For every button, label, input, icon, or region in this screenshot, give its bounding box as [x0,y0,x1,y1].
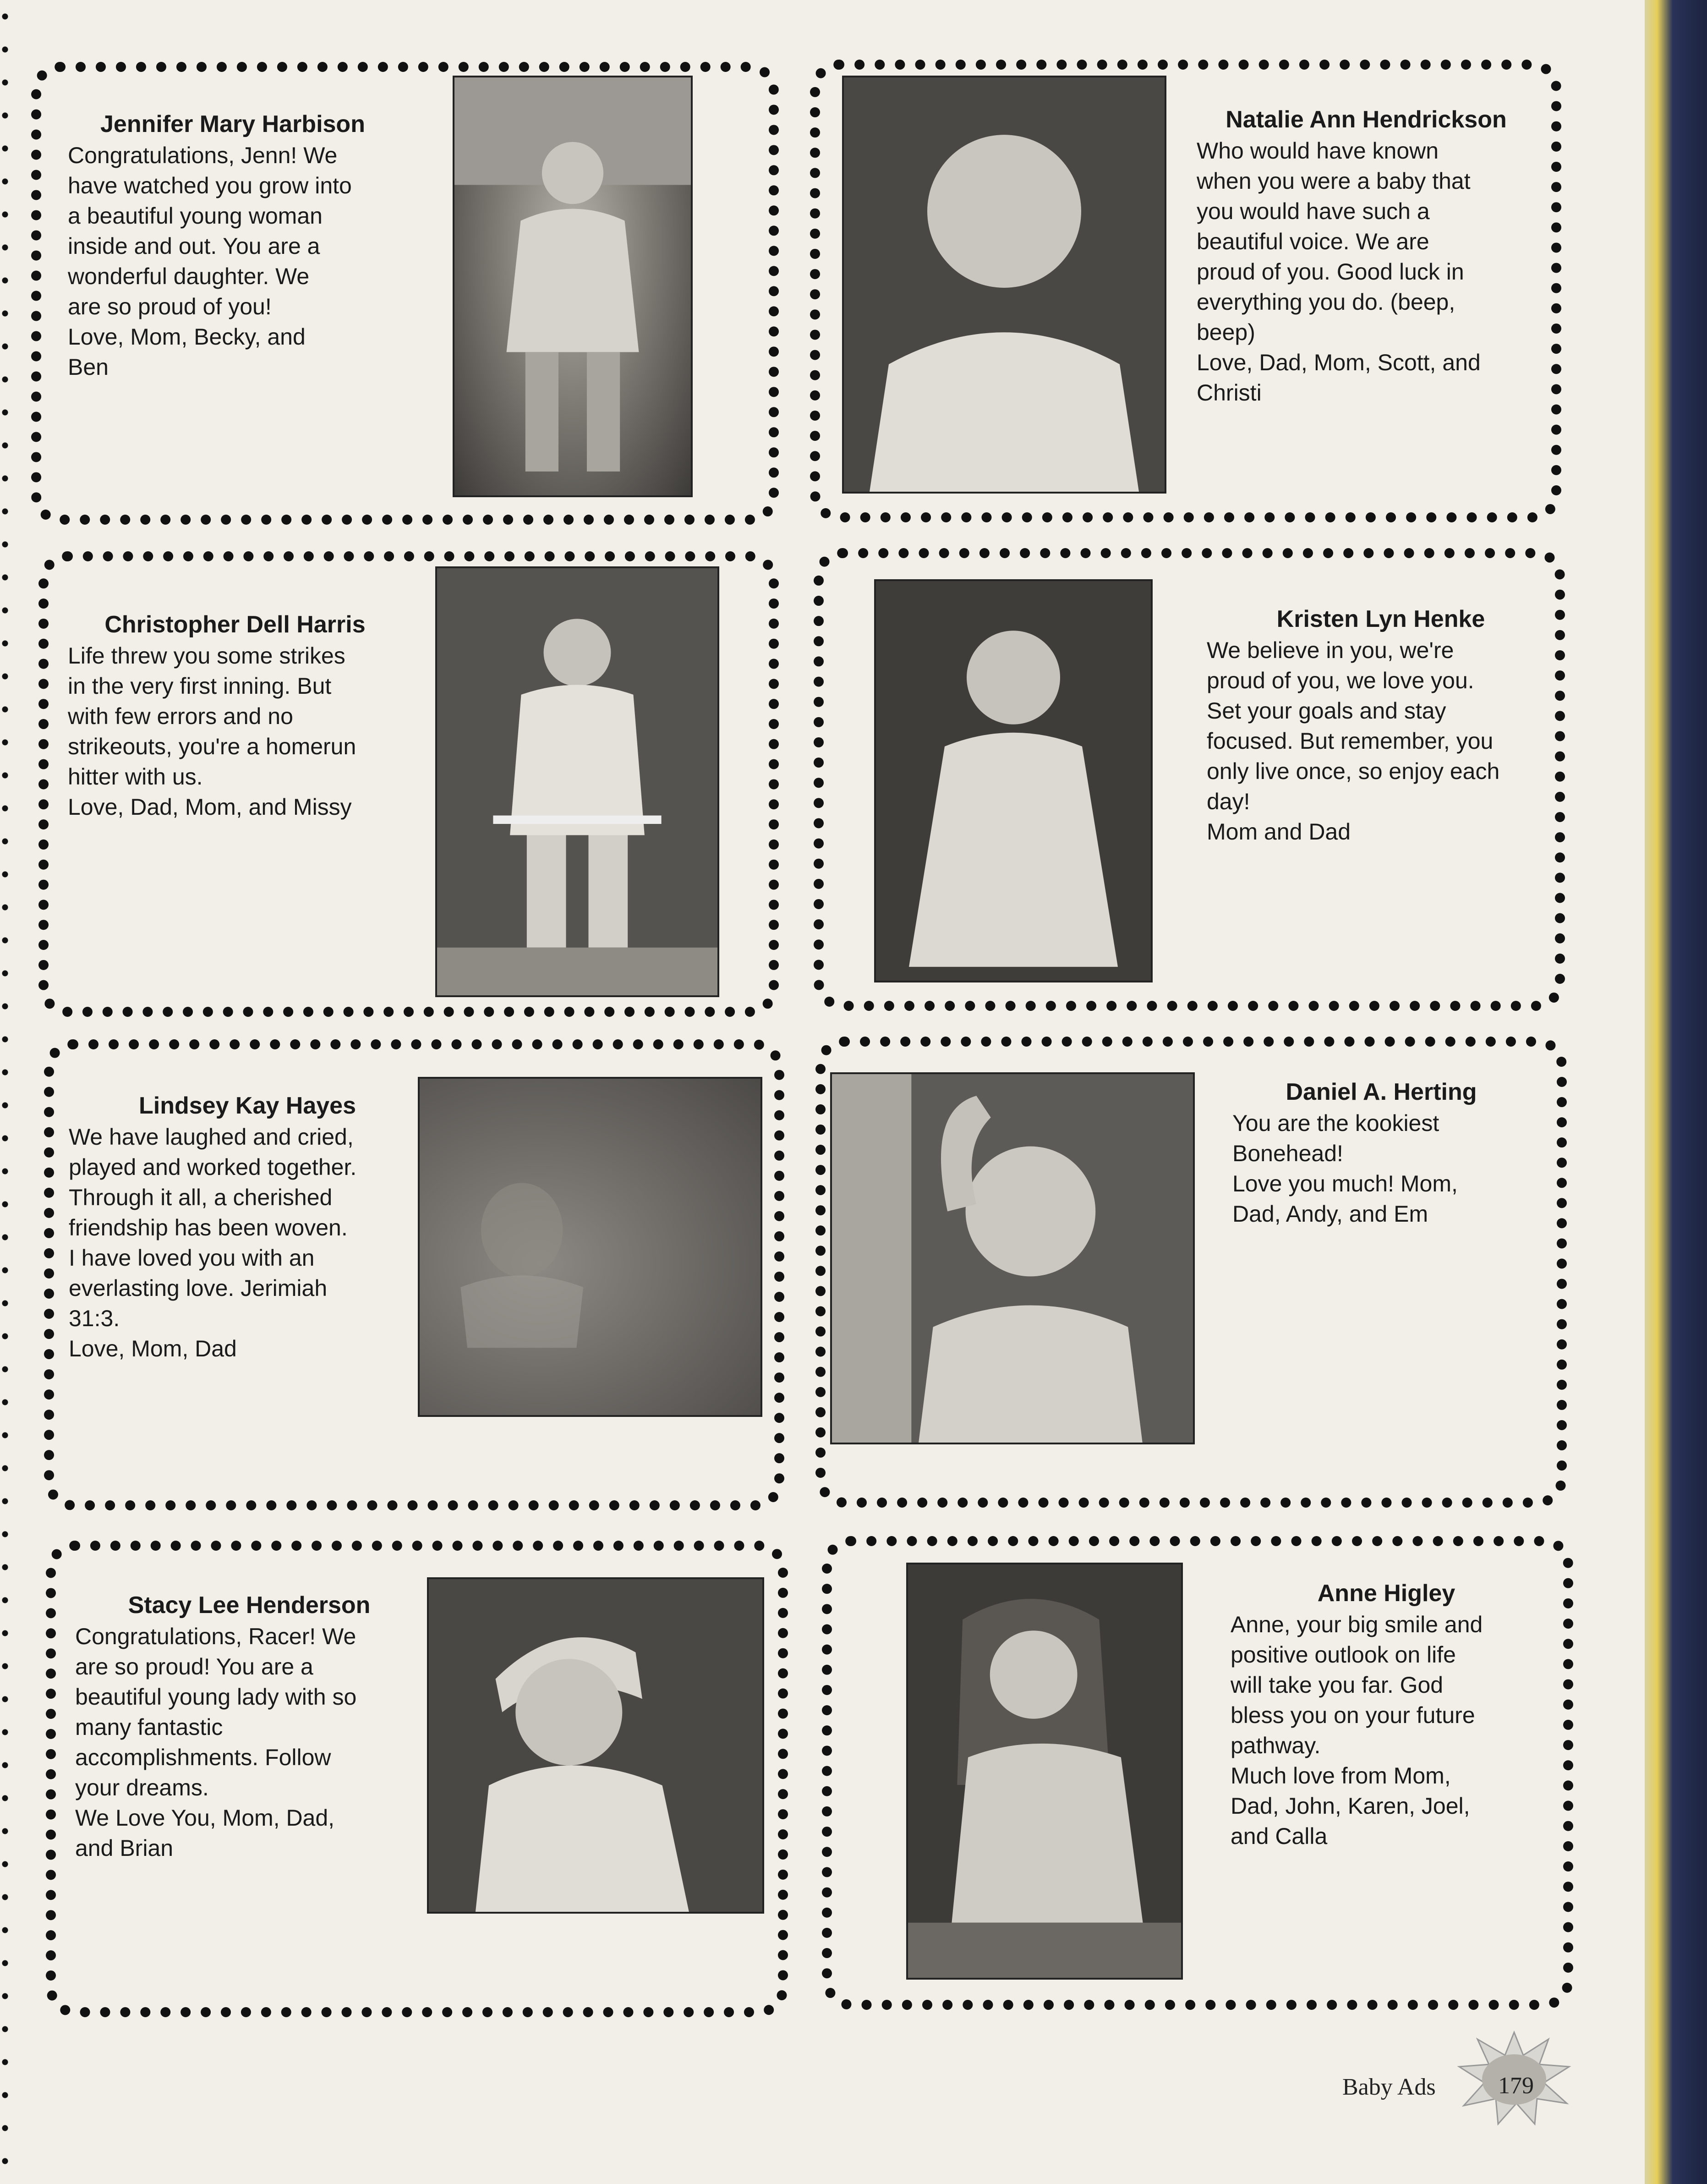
ad-text-kristen-henke [1207,604,1555,847]
baby-photo [842,76,1166,494]
book-spine [1645,0,1707,2184]
ad-name: Stacy Lee Henderson [128,1592,371,1619]
ad-name: Kristen Lyn Henke [1276,606,1485,632]
ad-name: Anne Higley [1317,1580,1455,1607]
baby-arm-raised-photo [830,1072,1195,1444]
ad-text-natalie-hendrickson [1197,104,1536,408]
ad-text-lindsey-hayes [69,1091,426,1364]
ad-name: Jennifer Mary Harbison [100,111,365,137]
ad-name: Christopher Dell Harris [104,611,366,638]
page-number: 179 [1498,2073,1534,2099]
baseball-toddler-photo [435,566,719,997]
ad-text-jennifer-harbison [68,109,398,382]
ad-message: Congratulations, Racer! We are so proud! You are a beautiful young lady with so many fantastic accomplishments. Follow your dreams. We Love You, Mom, Dad, and Brian [75,1624,357,1861]
ad-text-daniel-herting [1232,1077,1530,1229]
ad-name: Lindsey Kay Hayes [138,1092,356,1119]
baby-bonnet-photo [427,1577,764,1914]
ad-message: Who would have known when you were a baby that you would have such a beautiful voice. We are proud of you. Good luck in everything you do. (beep, beep) Love, Dad, Mom, Scott, and Christi [1197,138,1481,406]
toddler-dress-photo [874,579,1153,982]
ad-name: Daniel A. Herting [1286,1079,1477,1105]
ad-text-anne-higley [1231,1578,1542,1851]
section-label: Baby Ads [1342,2074,1436,2100]
ad-text-christopher-harris [68,609,402,822]
ad-name: Natalie Ann Hendrickson [1226,106,1507,133]
faded-photo [418,1077,762,1417]
ad-text-stacy-henderson [75,1590,423,1863]
toddler-photo [453,76,693,497]
ad-message: We have laughed and cried, played and worked together. Through it all, a cherished friendship has been woven. I have loved you with an everlasting love. Jerimiah 31:3. Love, Mom, Dad [69,1124,357,1361]
ad-message: We believe in you, we're proud of you, we love you. Set your goals and stay focused. But remember, you only live once, so enjoy each day! Mom and Dad [1207,637,1500,845]
ad-message: You are the kookiest Bonehead! Love you much! Mom, Dad, Andy, and Em [1232,1110,1458,1227]
girl-crouching-photo [906,1563,1183,1980]
ad-message: Anne, your big smile and positive outlook on life will take you far. God bless you on your future pathway. Much love from Mom, Dad, John, Karen, Joel, and Calla [1231,1612,1483,1849]
ad-message: Congratulations, Jenn! We have watched you grow into a beautiful young woman inside and out. You are a wonderful daughter. We are so proud of you! Love, Mom, Becky, and Ben [68,143,352,380]
adjacent-page-border [1,0,9,2184]
ad-message: Life threw you some strikes in the very first inning. But with few errors and no strikeouts, you're a homerun hitter with us. Love, Dad, Mom, and Missy [68,643,356,820]
